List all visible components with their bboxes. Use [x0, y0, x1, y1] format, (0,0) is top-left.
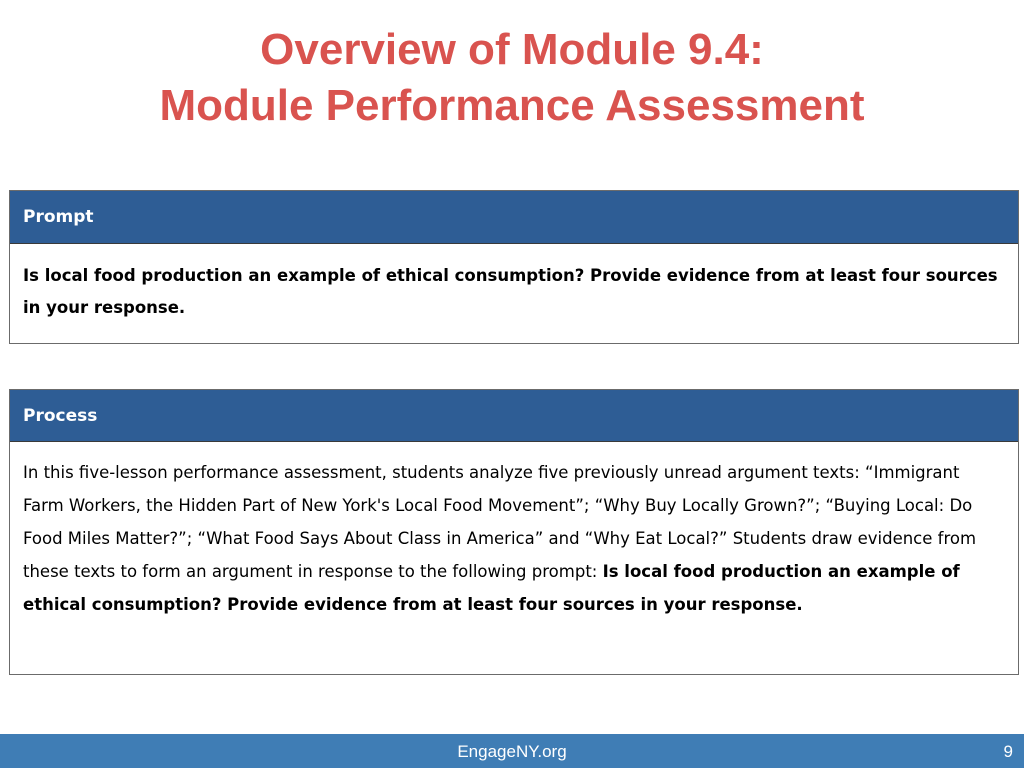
footer-bar	[0, 734, 1024, 768]
title-line-2: Module Performance Assessment	[159, 81, 865, 130]
prompt-header: Prompt	[10, 191, 1018, 244]
prompt-box	[9, 190, 1019, 344]
process-header: Process	[10, 390, 1018, 442]
title-line-1: Overview of Module 9.4:	[260, 25, 764, 74]
process-text	[10, 442, 1018, 621]
footer-site: EngageNY.org	[457, 742, 567, 761]
process-box	[9, 389, 1019, 675]
page-number: 9	[1003, 742, 1013, 761]
prompt-text: Is local food production an example of ethical consumption? Provide evidence from at least four sources in your response.	[23, 266, 998, 317]
process-text-intro: In this five-lesson performance assessment, students analyze five previously unread argument texts: “Immigrant Farm Workers, the Hidden Part of New York's Local Food Movement”; “Why Buy Locally Grown?”; “Buying Local: Do Food Miles Matter?”; “What Food Says About Class in America” and “Why Eat Local?” Students draw evidence from these texts to form an argument in response to the following prompt:	[23, 463, 977, 581]
slide-title	[0, 22, 1024, 134]
process-text-prompt: Is local food production an example of ethical consumption? Provide evidence from at least four sources in your response.	[23, 562, 960, 614]
